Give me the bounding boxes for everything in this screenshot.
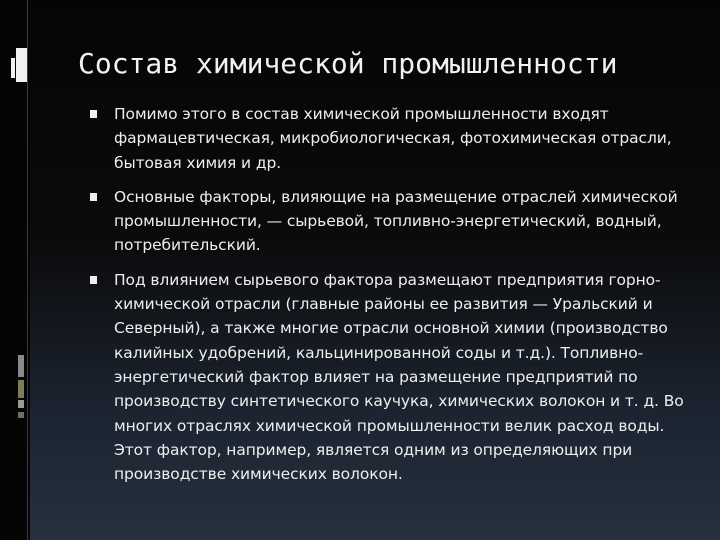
bullet-text: Под влиянием сырьевого фактора размещают предприятия горно-химической отрасли (главные районы ее развития — Уральский и Северный), а также многие отрасли основной химии (производство калийных удобрений, кальцинированной соды и т.д.). Топливно-энергетический фактор влияет на размещение предприятий по производству синтетического каучука, химических волокон и т. д. Во многих отраслях химической промышленности велик расход воды. Этот фактор, например, является одним из определяющих при производстве химических волокон. [114, 270, 684, 484]
bullet-text: Помимо этого в состав химической промышленности входят фармацевтическая, микробиологическая, фотохимическая отрасли, бытовая химия и др. [114, 105, 672, 172]
bullet-text: Основные факторы, влияющие на размещение отраслей химической промышленности, — сырьевой, топливно-энергетический, водный, потребительский. [114, 187, 678, 255]
slide-title: Состав химической промышленности [78, 47, 618, 80]
decor-line [27, 0, 28, 540]
decor-block [18, 355, 24, 377]
bullet-icon [90, 110, 97, 118]
bullet-item [90, 268, 690, 487]
decor-block [18, 400, 24, 408]
left-decor-strip [0, 0, 30, 540]
bullet-item [90, 102, 690, 175]
bullet-icon [90, 276, 97, 284]
bullet-icon [90, 193, 97, 201]
bullet-item [90, 185, 690, 258]
bullet-list [90, 102, 690, 496]
decor-block [18, 380, 24, 398]
decor-block [18, 412, 24, 418]
decor-block [16, 48, 27, 82]
decor-block [11, 58, 15, 78]
